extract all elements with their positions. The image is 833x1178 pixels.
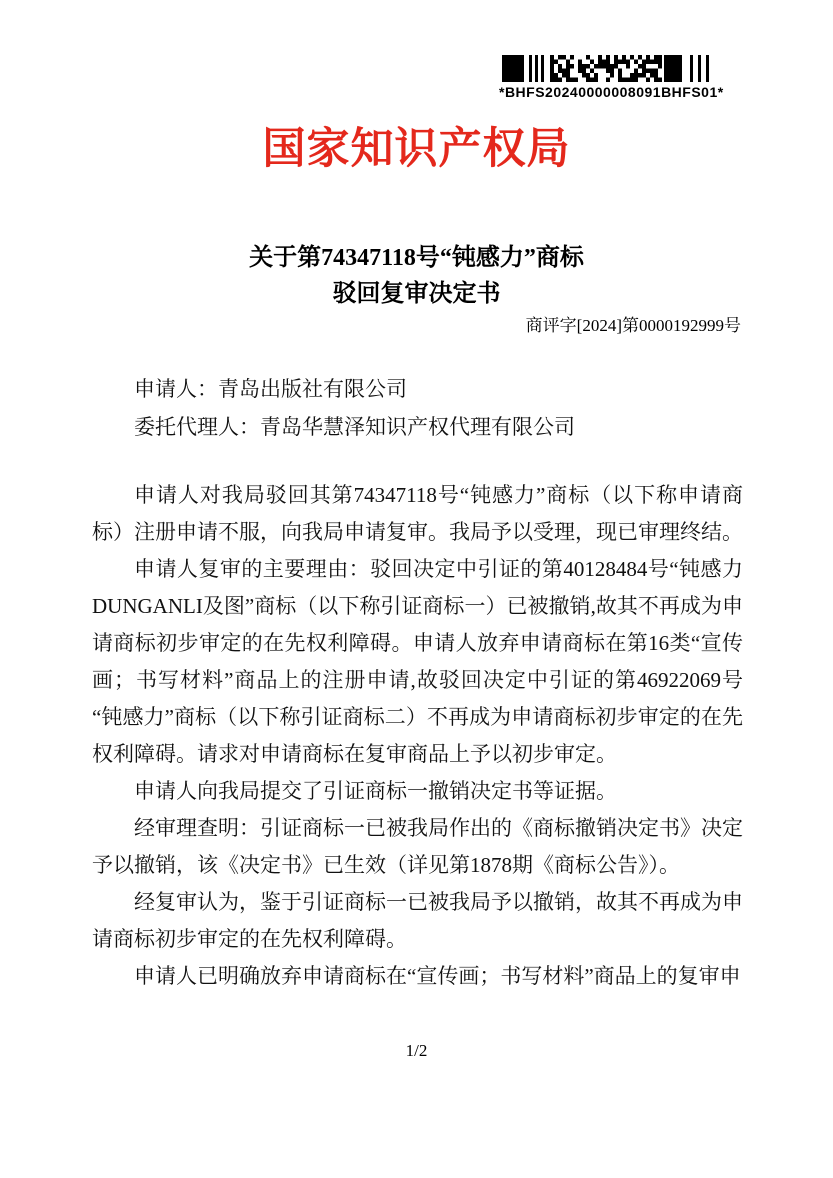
body-paragraph: 申请人向我局提交了引证商标一撤销决定书等证据。 (134, 779, 617, 803)
barcode-text: *BHFS20240000008091BHFS01* (499, 84, 724, 100)
body-paragraph: 经审理查明：引证商标一已被我局作出的《商标撤销决定书》决定予以撤销，该《决定书》已生效（详见第1878期《商标公告》）。 (92, 816, 743, 877)
body-paragraph: 申请人对我局驳回其第74347118号“钝感力”商标（以下称申请商标）注册申请不服，向我局申请复审。我局予以受理，现已审理终结。 (92, 483, 743, 544)
doc-number: 商评字[2024]第0000192999号 (525, 316, 741, 335)
doc-title (0, 240, 833, 312)
body-paragraph: 申请人复审的主要理由：驳回决定中引证的第40128484号“钝感力DUNGANLI及图”商标（以下称引证商标一）已被撤销,故其不再成为申请商标初步审定的在先权利障碍。申请人放弃申请商标在第16类“宣传画；书写材料”商品上的注册申请,故驳回决定中引证的第46922069号“钝感力”商标（以下称引证商标二）不再成为申请商标初步审定的在先权利障碍。请求对申请商标在复审商品上予以初步审定。 (92, 557, 743, 766)
doc-title-line1: 关于第74347118号“钝感力”商标 (249, 245, 584, 271)
parties-section (92, 370, 743, 446)
doc-title-line2: 驳回复审决定书 (332, 281, 501, 307)
decision-body (92, 477, 743, 995)
applicant-line: 申请人：青岛出版社有限公司 (134, 377, 407, 401)
barcode-image (502, 55, 715, 82)
agency-title: 国家知识产权局 (262, 125, 571, 173)
body-paragraph: 申请人已明确放弃申请商标在“宣传画；书写材料”商品上的复审申 (134, 964, 741, 988)
page-number: 1/2 (405, 1041, 428, 1060)
agent-line: 委托代理人：青岛华慧泽知识产权代理有限公司 (134, 415, 575, 439)
body-paragraph: 经复审认为，鉴于引证商标一已被我局予以撤销，故其不再成为申请商标初步审定的在先权利障碍。 (92, 890, 743, 951)
barcode (499, 55, 724, 100)
